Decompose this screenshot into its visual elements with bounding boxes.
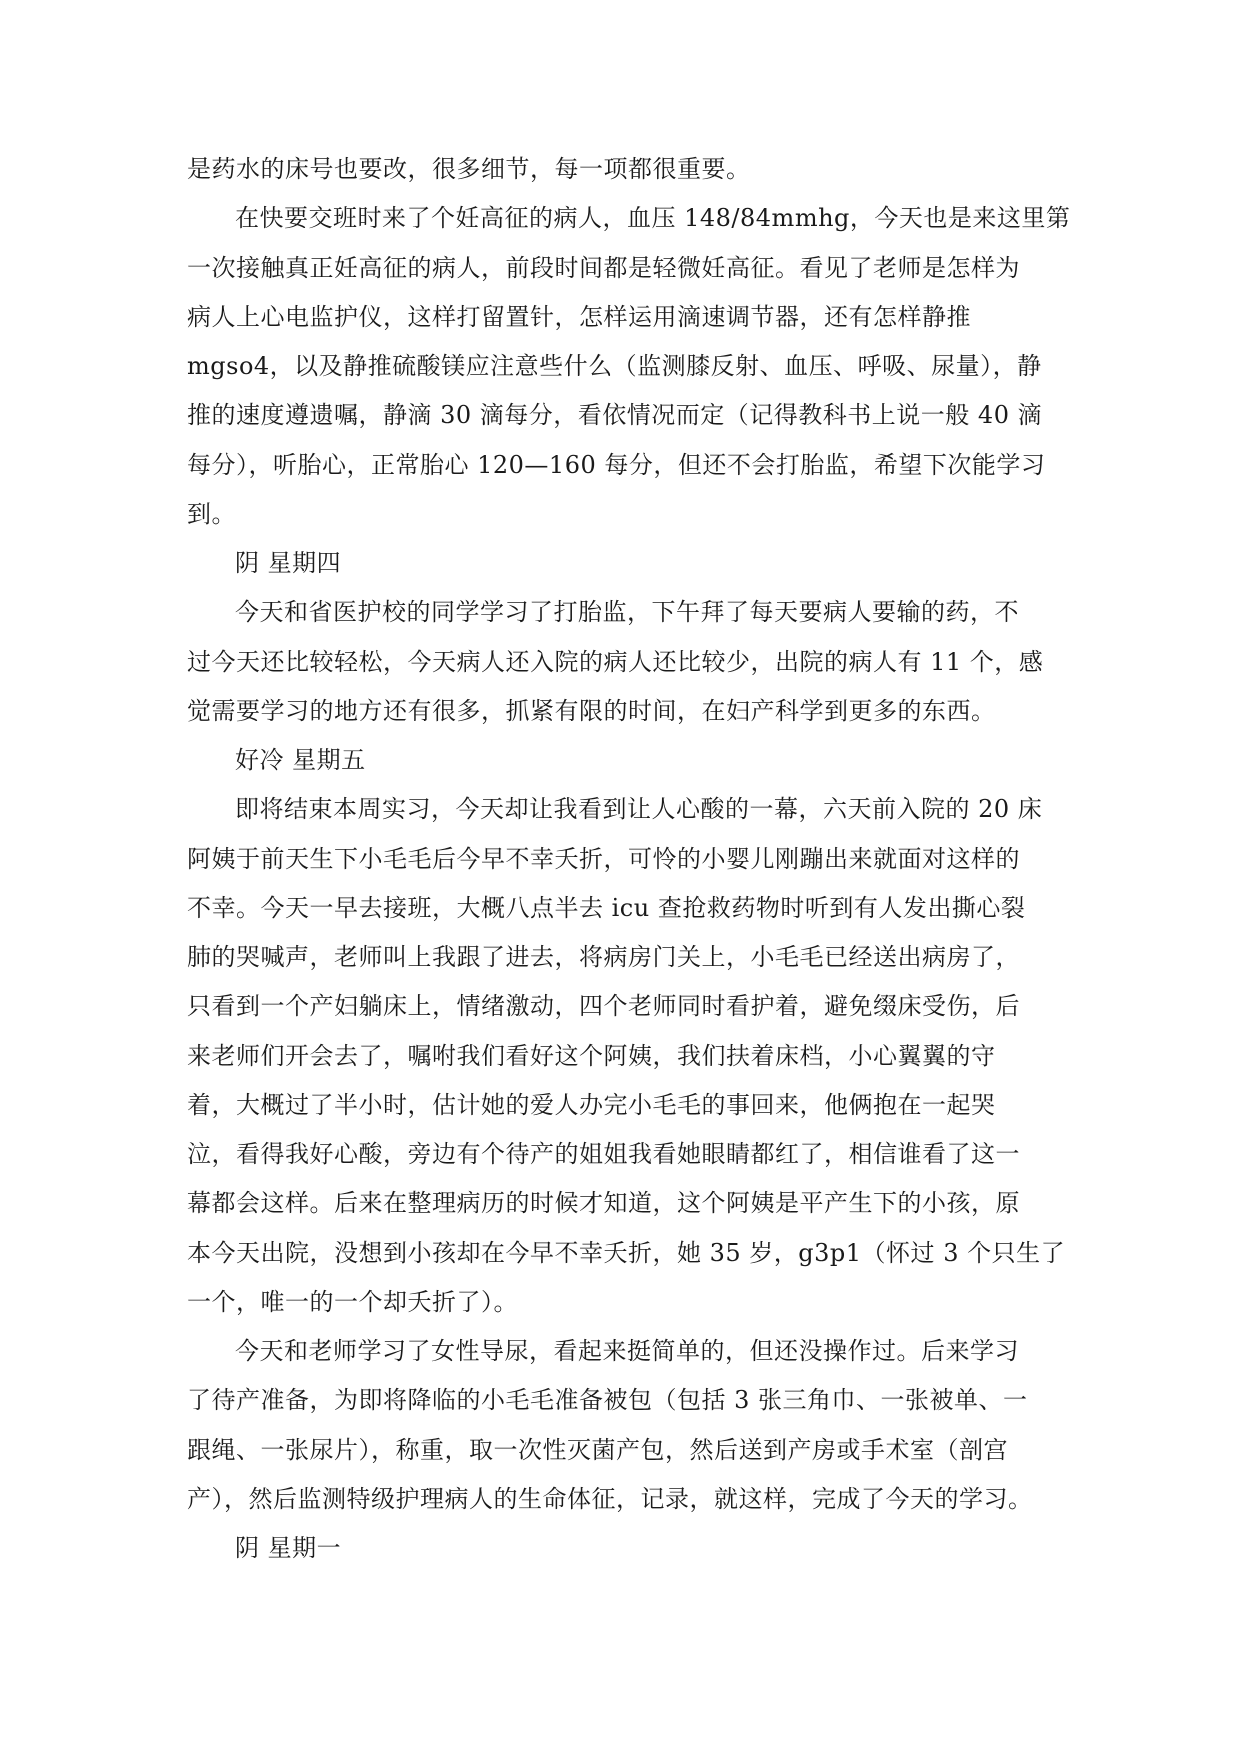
text-line: 觉需要学习的地方还有很多，抓紧有限的时间，在妇产科学到更多的东西。 [187,696,996,725]
day-heading: 阴 星期四 [235,549,342,577]
text-line: 幕都会这样。后来在整理病历的时候才知道，这个阿姨是平产生下的小孩，原 [187,1189,1020,1218]
text-line: 一次接触真正妊高征的病人，前段时间都是轻微妊高征。看见了老师是怎样为 [187,253,1020,282]
text-line: 过今天还比较轻松，今天病人还入院的病人还比较少，出院的病人有 11 个，感 [187,647,1044,676]
paragraph-start-line: 即将结束本周实习，今天却让我看到让人心酸的一幕，六天前入院的 20 床 [235,795,1043,824]
text-line: 每分），听胎心，正常胎心 120—160 每分，但还不会打胎监，希望下次能学习 [187,450,1046,479]
text-line: 了待产准备，为即将降临的小毛毛准备被包（包括 3 张三角巾、一张被单、一 [187,1386,1028,1415]
text-line: 本今天出院，没想到小孩却在今早不幸夭折，她 35 岁，g3p1（怀过 3 个只生了 [187,1238,1066,1267]
paragraph-start-line: 今天和省医护校的同学学习了打胎监，下午拜了每天要病人要输的药，不 [235,598,1019,627]
day-heading: 阴 星期一 [235,1534,342,1562]
paragraph-start-line: 今天和老师学习了女性导尿，看起来挺简单的，但还没操作过。后来学习 [235,1337,1019,1365]
text-line: 一个，唯一的一个却夭折了）。 [187,1287,518,1316]
text-line: mgso4，以及静推硫酸镁应注意些什么（监测膝反射、血压、呼吸、尿量），静 [187,352,1042,380]
text-line: 病人上心电监护仪，这样打留置针，怎样运用滴速调节器，还有怎样静推 [187,302,971,331]
text-line: 推的速度遵遗嘱，静滴 30 滴每分，看依情况而定（记得教科书上说一般 40 滴 [187,401,1043,430]
document-page [187,145,1069,1573]
paragraph-start-line: 在快要交班时来了个妊高征的病人，血压 148/84mmhg，今天也是来这里第 [235,204,1071,233]
day-heading: 好冷 星期五 [235,746,366,774]
text-line: 肺的哭喊声，老师叫上我跟了进去，将病房门关上，小毛毛已经送出病房了， [187,943,1020,971]
text-line: 阿姨于前天生下小毛毛后今早不幸夭折，可怜的小婴儿刚蹦出来就面对这样的 [187,844,1020,873]
text-line: 跟绳、一张尿片），称重，取一次性灭菌产包，然后送到产房或手术室（剖宫 [187,1435,1008,1464]
text-line: 来老师们开会去了，嘱咐我们看好这个阿姨，我们扶着床档，小心翼翼的守 [187,1041,996,1070]
text-line: 到。 [187,499,236,528]
text-line: 是药水的床号也要改，很多细节，每一项都很重要。 [187,155,751,183]
text-line: 不幸。今天一早去接班，大概八点半去 icu 查抢救药物时听到有人发出撕心裂 [187,893,1026,922]
text-line: 泣，看得我好心酸，旁边有个待产的姐姐我看她眼睛都红了，相信谁看了这一 [187,1140,1020,1168]
text-line: 只看到一个产妇躺床上，情绪激动，四个老师同时看护着，避免缀床受伤，后 [187,992,1020,1021]
text-line: 产），然后监测特级护理病人的生命体征，记录，就这样，完成了今天的学习。 [187,1484,1033,1513]
text-line: 着，大概过了半小时，估计她的爱人办完小毛毛的事回来，他俩抱在一起哭 [187,1090,996,1119]
